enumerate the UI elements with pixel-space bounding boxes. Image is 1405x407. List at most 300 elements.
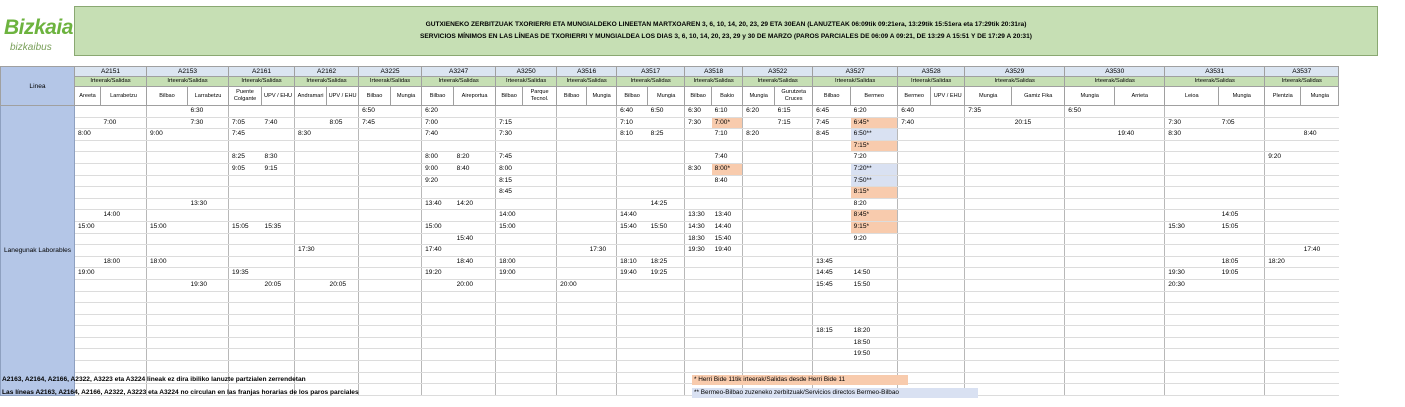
bizkaibus-logo — [0, 6, 74, 64]
departure-time — [648, 210, 685, 222]
departure-time — [391, 233, 422, 245]
departure-time — [712, 314, 743, 326]
line-code-a2162: A2162 — [295, 67, 359, 77]
departure-time — [147, 233, 188, 245]
departure-time — [931, 233, 965, 245]
departure-time — [1301, 361, 1339, 373]
departure-time: 6:15 — [775, 106, 813, 118]
departure-time — [743, 163, 775, 175]
timetable-row — [1, 326, 1339, 338]
departure-time — [1115, 163, 1165, 175]
departure-time — [965, 117, 1012, 129]
departure-time — [1219, 349, 1265, 361]
departure-time — [1115, 268, 1165, 280]
line-code-a2151: A2151 — [75, 67, 147, 77]
departure-time — [295, 117, 327, 129]
departure-time: 18:40 — [454, 256, 496, 268]
departure-time: 8:30 — [1165, 129, 1219, 141]
departure-time — [813, 291, 851, 303]
departure-time — [587, 279, 617, 291]
departure-time — [1012, 210, 1065, 222]
departure-time — [422, 140, 454, 152]
departure-time — [454, 268, 496, 280]
departure-time — [1115, 303, 1165, 315]
departure-time: 15:00 — [422, 221, 454, 233]
page-title — [74, 6, 1378, 56]
departure-time: 7:45 — [359, 117, 391, 129]
departure-time — [557, 140, 587, 152]
departure-time — [931, 337, 965, 349]
departure-time: 19:40 — [1115, 129, 1165, 141]
departure-time: 6:45 — [813, 106, 851, 118]
departure-time — [188, 152, 229, 164]
departure-time: 15:35 — [262, 221, 295, 233]
departure-time — [1219, 187, 1265, 199]
departure-time — [1115, 326, 1165, 338]
departure-time — [359, 268, 391, 280]
line-code-a3250: A3250 — [496, 67, 557, 77]
departure-time — [1115, 256, 1165, 268]
departure-time — [1165, 163, 1219, 175]
departure-time — [523, 210, 557, 222]
departure-time: 20:05 — [327, 279, 359, 291]
departure-time — [229, 326, 262, 338]
departure-time: 9:05 — [229, 163, 262, 175]
departure-time — [295, 152, 327, 164]
departure-time — [965, 279, 1012, 291]
stop-name: Larrabetzu — [101, 87, 147, 106]
departure-time — [359, 279, 391, 291]
departure-time — [147, 245, 188, 257]
departure-time — [775, 337, 813, 349]
departure-time — [496, 279, 523, 291]
departure-time — [454, 326, 496, 338]
departure-time — [1219, 198, 1265, 210]
stop-name: Leioa — [1165, 87, 1219, 106]
departure-time — [587, 372, 617, 384]
departure-time — [523, 106, 557, 118]
departure-time — [75, 245, 101, 257]
departure-time — [523, 349, 557, 361]
departure-time — [75, 152, 101, 164]
departure-time — [712, 187, 743, 199]
departure-time — [1301, 268, 1339, 280]
departure-time — [295, 268, 327, 280]
departure-time — [1219, 361, 1265, 373]
departure-time — [1219, 152, 1265, 164]
departure-time — [229, 303, 262, 315]
departure-time — [523, 326, 557, 338]
note-basque: A2163, A2164, A2166, A2322, A3223 eta A3224 lineak ez dira ibiliko lanuzte partzialen zerrendetan — [2, 376, 306, 383]
departure-time — [931, 152, 965, 164]
departure-time — [1265, 326, 1301, 338]
departure-time — [262, 175, 295, 187]
departure-time — [851, 303, 898, 315]
departure-time — [743, 233, 775, 245]
departure-time — [422, 210, 454, 222]
departure-time — [359, 384, 391, 396]
departure-time — [587, 326, 617, 338]
departure-time — [496, 361, 523, 373]
timetable-row — [1, 303, 1339, 315]
departure-time — [775, 279, 813, 291]
stop-name: Aireportua — [454, 87, 496, 106]
departure-time — [523, 175, 557, 187]
departure-time: 7:00 — [422, 117, 454, 129]
departure-time — [587, 337, 617, 349]
departure-time — [965, 291, 1012, 303]
departure-time — [648, 175, 685, 187]
departure-time — [295, 140, 327, 152]
departure-time — [1301, 291, 1339, 303]
departure-time — [75, 361, 101, 373]
legend-double-star: ** Bermeo-Bilbao zuzeneko zerbitzuak/Servicios directos Bermeo-Bilbao — [692, 388, 978, 398]
departure-time: 7:45 — [813, 117, 851, 129]
departure-time — [391, 314, 422, 326]
departure-time — [1115, 314, 1165, 326]
departure-time — [523, 233, 557, 245]
departure-time — [496, 326, 523, 338]
departure-time — [523, 279, 557, 291]
departure-time — [931, 129, 965, 141]
departure-time — [422, 233, 454, 245]
departure-time: 8:05 — [327, 117, 359, 129]
departure-time — [813, 245, 851, 257]
departure-time — [1219, 279, 1265, 291]
departure-time — [898, 256, 931, 268]
departure-time — [1301, 279, 1339, 291]
header-direction-row — [1, 77, 1339, 87]
departure-time — [391, 210, 422, 222]
departure-time — [496, 349, 523, 361]
departure-time — [147, 187, 188, 199]
departure-time — [1165, 384, 1219, 396]
departure-time — [712, 349, 743, 361]
departure-time — [327, 314, 359, 326]
departure-time — [1065, 291, 1115, 303]
departure-time — [1165, 256, 1219, 268]
departure-time — [101, 129, 147, 141]
departure-time — [898, 279, 931, 291]
departure-time — [743, 187, 775, 199]
departure-time — [617, 163, 648, 175]
departure-time — [1301, 187, 1339, 199]
departure-time — [101, 349, 147, 361]
departure-time — [101, 361, 147, 373]
departure-time — [188, 233, 229, 245]
departure-time — [147, 106, 188, 118]
stop-name: UPV / EHU — [327, 87, 359, 106]
stop-name: Bilbao — [496, 87, 523, 106]
departure-time — [454, 349, 496, 361]
departure-time — [587, 256, 617, 268]
departure-time — [327, 372, 359, 384]
departure-time — [898, 326, 931, 338]
line-direction: Irteerak/Salidas — [1265, 77, 1339, 87]
stop-name: Bilbao — [147, 87, 188, 106]
departure-time — [587, 233, 617, 245]
departure-time: 7:20** — [851, 163, 898, 175]
departure-time — [523, 291, 557, 303]
departure-time — [391, 152, 422, 164]
line-code-a3517: A3517 — [617, 67, 685, 77]
header-stops-row — [1, 87, 1339, 106]
departure-time — [359, 314, 391, 326]
departure-time — [1301, 372, 1339, 384]
stop-name: Gurutzeta Cruces — [775, 87, 813, 106]
departure-time — [1012, 140, 1065, 152]
departure-time — [1265, 279, 1301, 291]
departure-time — [712, 268, 743, 280]
departure-time — [229, 361, 262, 373]
departure-time — [648, 187, 685, 199]
departure-time — [685, 349, 712, 361]
departure-time: 15:05 — [1219, 221, 1265, 233]
stop-name: Bakio — [712, 87, 743, 106]
departure-time — [523, 117, 557, 129]
departure-time: 8:30 — [262, 152, 295, 164]
stop-name: Bilbao — [359, 87, 391, 106]
departure-time — [295, 221, 327, 233]
departure-time — [1219, 326, 1265, 338]
departure-time — [1265, 245, 1301, 257]
departure-time — [422, 361, 454, 373]
departure-time: 14:45 — [813, 268, 851, 280]
departure-time — [454, 384, 496, 396]
departure-time — [648, 152, 685, 164]
departure-time — [685, 361, 712, 373]
departure-time — [391, 198, 422, 210]
departure-time — [587, 291, 617, 303]
departure-time — [931, 210, 965, 222]
departure-time — [1265, 372, 1301, 384]
departure-time — [931, 291, 965, 303]
departure-time — [295, 349, 327, 361]
timetable-row — [1, 210, 1339, 222]
departure-time: 18:10 — [617, 256, 648, 268]
departure-time — [685, 129, 712, 141]
departure-time — [75, 106, 101, 118]
departure-time — [743, 291, 775, 303]
departure-time — [229, 198, 262, 210]
departure-time — [775, 140, 813, 152]
departure-time — [1265, 175, 1301, 187]
departure-time: 14:40 — [617, 210, 648, 222]
departure-time: 19:35 — [229, 268, 262, 280]
departure-time — [1115, 117, 1165, 129]
departure-time — [1301, 106, 1339, 118]
departure-time — [101, 337, 147, 349]
departure-time — [1115, 187, 1165, 199]
departure-time — [188, 268, 229, 280]
departure-time — [454, 106, 496, 118]
departure-time — [101, 279, 147, 291]
departure-time — [557, 187, 587, 199]
departure-time: 18:50 — [851, 337, 898, 349]
departure-time — [327, 303, 359, 315]
departure-time — [1219, 314, 1265, 326]
departure-time: 13:30 — [685, 210, 712, 222]
departure-time — [295, 233, 327, 245]
departure-time — [454, 291, 496, 303]
departure-time — [1065, 187, 1115, 199]
timetable-row — [1, 233, 1339, 245]
departure-time — [262, 268, 295, 280]
departure-time — [359, 303, 391, 315]
departure-time — [359, 175, 391, 187]
departure-time: 14:30 — [685, 221, 712, 233]
departure-time — [1012, 233, 1065, 245]
departure-time — [557, 117, 587, 129]
departure-time — [931, 163, 965, 175]
departure-time — [898, 221, 931, 233]
departure-time — [1219, 291, 1265, 303]
departure-time — [523, 187, 557, 199]
departure-time — [391, 291, 422, 303]
departure-time — [101, 245, 147, 257]
departure-time — [1301, 326, 1339, 338]
departure-time — [1012, 268, 1065, 280]
departure-time: 18:15 — [813, 326, 851, 338]
departure-time — [898, 198, 931, 210]
line-direction: Irteerak/Salidas — [685, 77, 743, 87]
departure-time — [1165, 337, 1219, 349]
stop-name: Areeta — [75, 87, 101, 106]
departure-time — [587, 349, 617, 361]
line-code-a3225: A3225 — [359, 67, 422, 77]
departure-time: 7:00 — [101, 117, 147, 129]
departure-time: 14:40 — [712, 221, 743, 233]
departure-time — [685, 256, 712, 268]
departure-time — [75, 163, 101, 175]
departure-time — [813, 152, 851, 164]
departure-time — [557, 233, 587, 245]
departure-time — [775, 256, 813, 268]
departure-time — [648, 303, 685, 315]
departure-time — [712, 303, 743, 315]
departure-time — [965, 140, 1012, 152]
departure-time — [523, 303, 557, 315]
departure-time — [775, 233, 813, 245]
departure-time: 6:50 — [1065, 106, 1115, 118]
departure-time — [587, 152, 617, 164]
departure-time — [557, 163, 587, 175]
departure-time — [422, 279, 454, 291]
line-code-a3527: A3527 — [813, 67, 898, 77]
departure-time — [775, 291, 813, 303]
timetable-row — [1, 314, 1339, 326]
departure-time: 8:00 — [496, 163, 523, 175]
departure-time: 13:40 — [422, 198, 454, 210]
departure-time — [557, 372, 587, 384]
departure-time — [685, 152, 712, 164]
departure-time — [965, 129, 1012, 141]
departure-time — [454, 210, 496, 222]
departure-time — [1219, 233, 1265, 245]
departure-time — [1012, 163, 1065, 175]
departure-time — [648, 314, 685, 326]
departure-time — [965, 221, 1012, 233]
departure-time — [1065, 163, 1115, 175]
departure-time: 8:40 — [454, 163, 496, 175]
note-spanish: Las líneas A2163, A2164, A2166, A2322, A3223 eta A3224 no circulan en las franjas horarias de los paros parciales — [2, 389, 359, 396]
departure-time — [262, 256, 295, 268]
departure-time — [1012, 303, 1065, 315]
timetable-row — [1, 221, 1339, 233]
departure-time — [1012, 221, 1065, 233]
departure-time — [523, 152, 557, 164]
departure-time — [775, 221, 813, 233]
departure-time — [422, 372, 454, 384]
departure-time — [188, 291, 229, 303]
departure-time — [1012, 106, 1065, 118]
departure-time: 7:40 — [262, 117, 295, 129]
departure-time — [75, 291, 101, 303]
departure-time — [743, 198, 775, 210]
line-direction: Irteerak/Salidas — [75, 77, 147, 87]
departure-time — [1115, 210, 1165, 222]
departure-time — [648, 279, 685, 291]
departure-time: 7:15* — [851, 140, 898, 152]
timetable-row — [1, 117, 1339, 129]
departure-time — [743, 245, 775, 257]
departure-time — [327, 210, 359, 222]
line-direction: Irteerak/Salidas — [898, 77, 965, 87]
stop-name: Mungia — [965, 87, 1012, 106]
departure-time: 7:45 — [229, 129, 262, 141]
departure-time: 8:30 — [295, 129, 327, 141]
departure-time: 8:45 — [813, 129, 851, 141]
departure-time — [1065, 233, 1115, 245]
departure-time — [1065, 175, 1115, 187]
departure-time — [775, 303, 813, 315]
departure-time — [617, 291, 648, 303]
departure-time — [965, 163, 1012, 175]
departure-time — [101, 221, 147, 233]
departure-time — [1265, 140, 1301, 152]
departure-time — [262, 361, 295, 373]
departure-time — [391, 117, 422, 129]
departure-time — [262, 337, 295, 349]
departure-time: 18:00 — [147, 256, 188, 268]
departure-time — [851, 314, 898, 326]
departure-time — [101, 163, 147, 175]
departure-time — [1301, 175, 1339, 187]
departure-time — [101, 268, 147, 280]
stop-name: Bilbao — [557, 87, 587, 106]
departure-time — [262, 198, 295, 210]
departure-time — [1065, 245, 1115, 257]
departure-time — [1115, 198, 1165, 210]
departure-time — [617, 233, 648, 245]
stop-name: Gamiz Fika — [1012, 87, 1065, 106]
departure-time — [262, 349, 295, 361]
departure-time — [391, 245, 422, 257]
departure-time — [1012, 361, 1065, 373]
departure-time — [391, 163, 422, 175]
departure-time — [775, 163, 813, 175]
departure-time — [422, 303, 454, 315]
departure-time — [931, 198, 965, 210]
departure-time: 15:50 — [851, 279, 898, 291]
departure-time — [295, 279, 327, 291]
stop-name: Mungia — [743, 87, 775, 106]
stop-name: Mungia — [648, 87, 685, 106]
departure-time — [422, 384, 454, 396]
departure-time: 13:30 — [188, 198, 229, 210]
departure-time — [648, 245, 685, 257]
departure-time — [391, 256, 422, 268]
